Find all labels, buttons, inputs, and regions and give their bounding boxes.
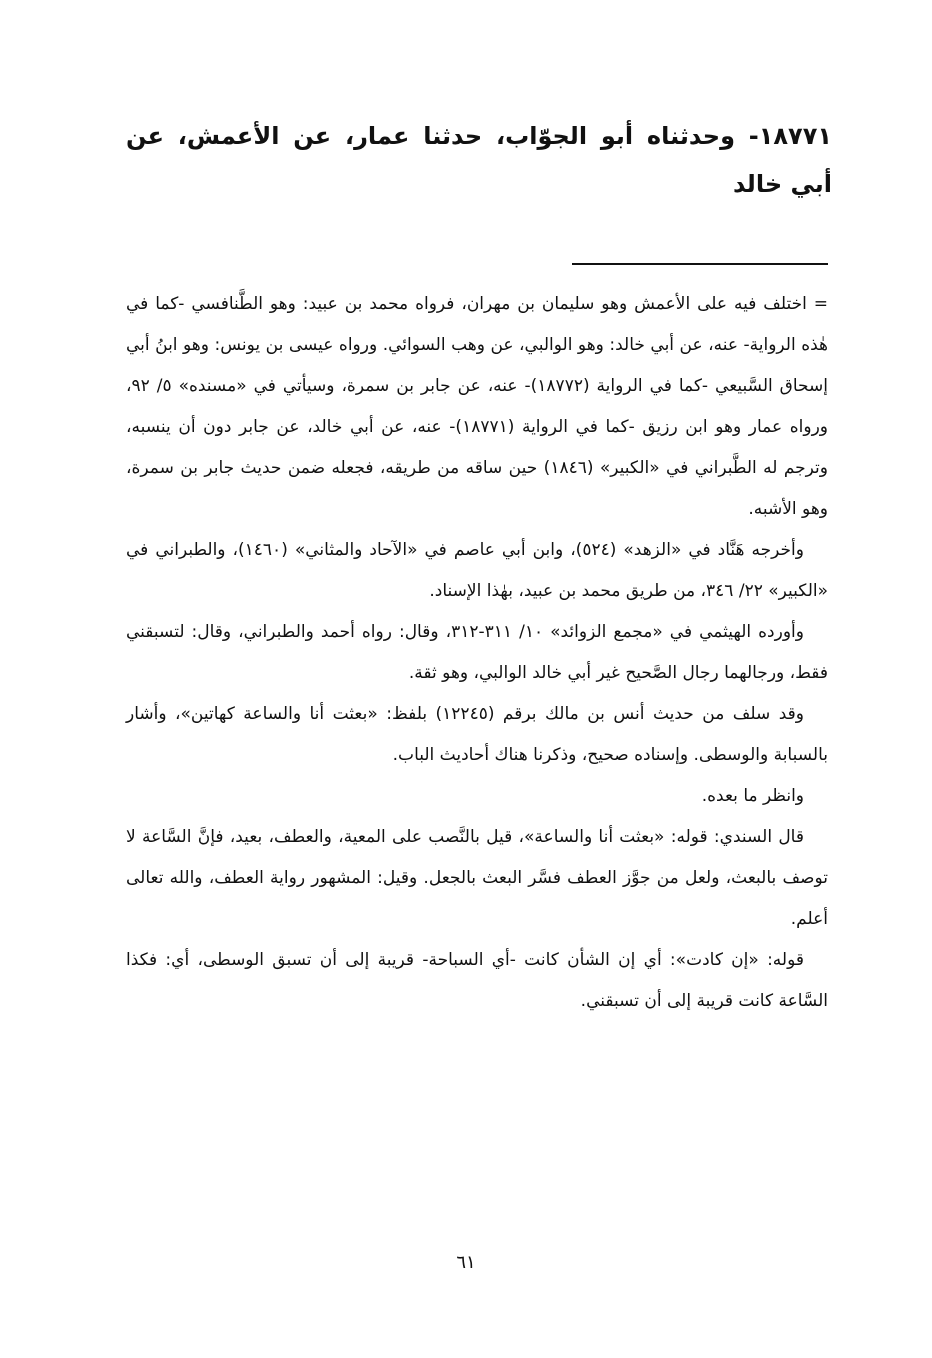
- footnote-paragraph: وقد سلف من حديث أنس بن مالك برقم (١٢٢٤٥) بلفظ: «بعثت أنا والساعة كهاتين»، وأشار بالسبابة والوسطى. وإسناده صحيح، وذكرنا هناك أحاديث الباب.: [126, 704, 828, 765]
- footnotes-section: [126, 284, 828, 1022]
- page-number: ٦١: [456, 1252, 476, 1273]
- footnote-paragraph: قوله: «إن كادت»: أي إن الشأن كانت -أي السباحة- قريبة إلى أن تسبق الوسطى، أي: فكذا السَّاعة كانت قريبة إلى أن تسبقني.: [126, 950, 828, 1011]
- footnote-paragraph: وأورده الهيثمي في «مجمع الزوائد» ١٠/ ٣١١-٣١٢، وقال: رواه أحمد والطبراني، وقال: لتسبقني فقط، ورجالهما رجال الصَّحيح غير أبي خالد الوالبي، وهو ثقة.: [126, 622, 828, 683]
- footnote-paragraph: وانظر ما بعده.: [701, 786, 804, 806]
- hadith-text: ١٨٧٧١- وحدثناه أبو الجوّاب، حدثنا عمار، عن الأعمش، عن أبي خالد: [126, 122, 832, 198]
- footnote-separator: [572, 263, 828, 265]
- footnote-paragraph: قال السندي: قوله: «بعثت أنا والساعة»، قيل بالنَّصب على المعية، والعطف، بعيد، فإنَّ السَّاعة لا توصف بالبعث، ولعل من جوَّز العطف فسَّر البعث بالجعل. وقيل: المشهور رواية العطف، والله تعالى أعلم.: [126, 827, 828, 929]
- footnote-paragraph: = اختلف فيه على الأعمش وهو سليمان بن مهران، فرواه محمد بن عبيد: وهو الطَّنافسي -كما في هٰذه الرواية- عنه، عن أبي خالد: وهو الوالبي، عن وهب السوائي. ورواه عيسى بن يونس: وهو ابنُ أبي إسحاق السَّبيعي -كما في الرواية (١٨٧٧٢)- عنه، عن جابر بن سمرة، وسيأتي في «مسنده» ٥/ ٩٢، ورواه عمار وهو ابن رزيق -كما في الرواية (١٨٧٧١)- عنه، عن أبي خالد، عن جابر دون أن ينسبه، وترجم له الطَّبراني في «الكبير» (١٨٤٦) حين ساقه من طريقه، فجعله ضمن حديث جابر بن سمرة، وهو الأشبه.: [126, 294, 828, 519]
- footnote-paragraph: وأخرجه هَنَّاد في «الزهد» (٥٢٤)، وابن أبي عاصم في «الآحاد والمثاني» (١٤٦٠)، والطبراني في «الكبير» ٢٢/ ٣٤٦، من طريق محمد بن عبيد، بهٰذا الإسناد.: [126, 540, 828, 601]
